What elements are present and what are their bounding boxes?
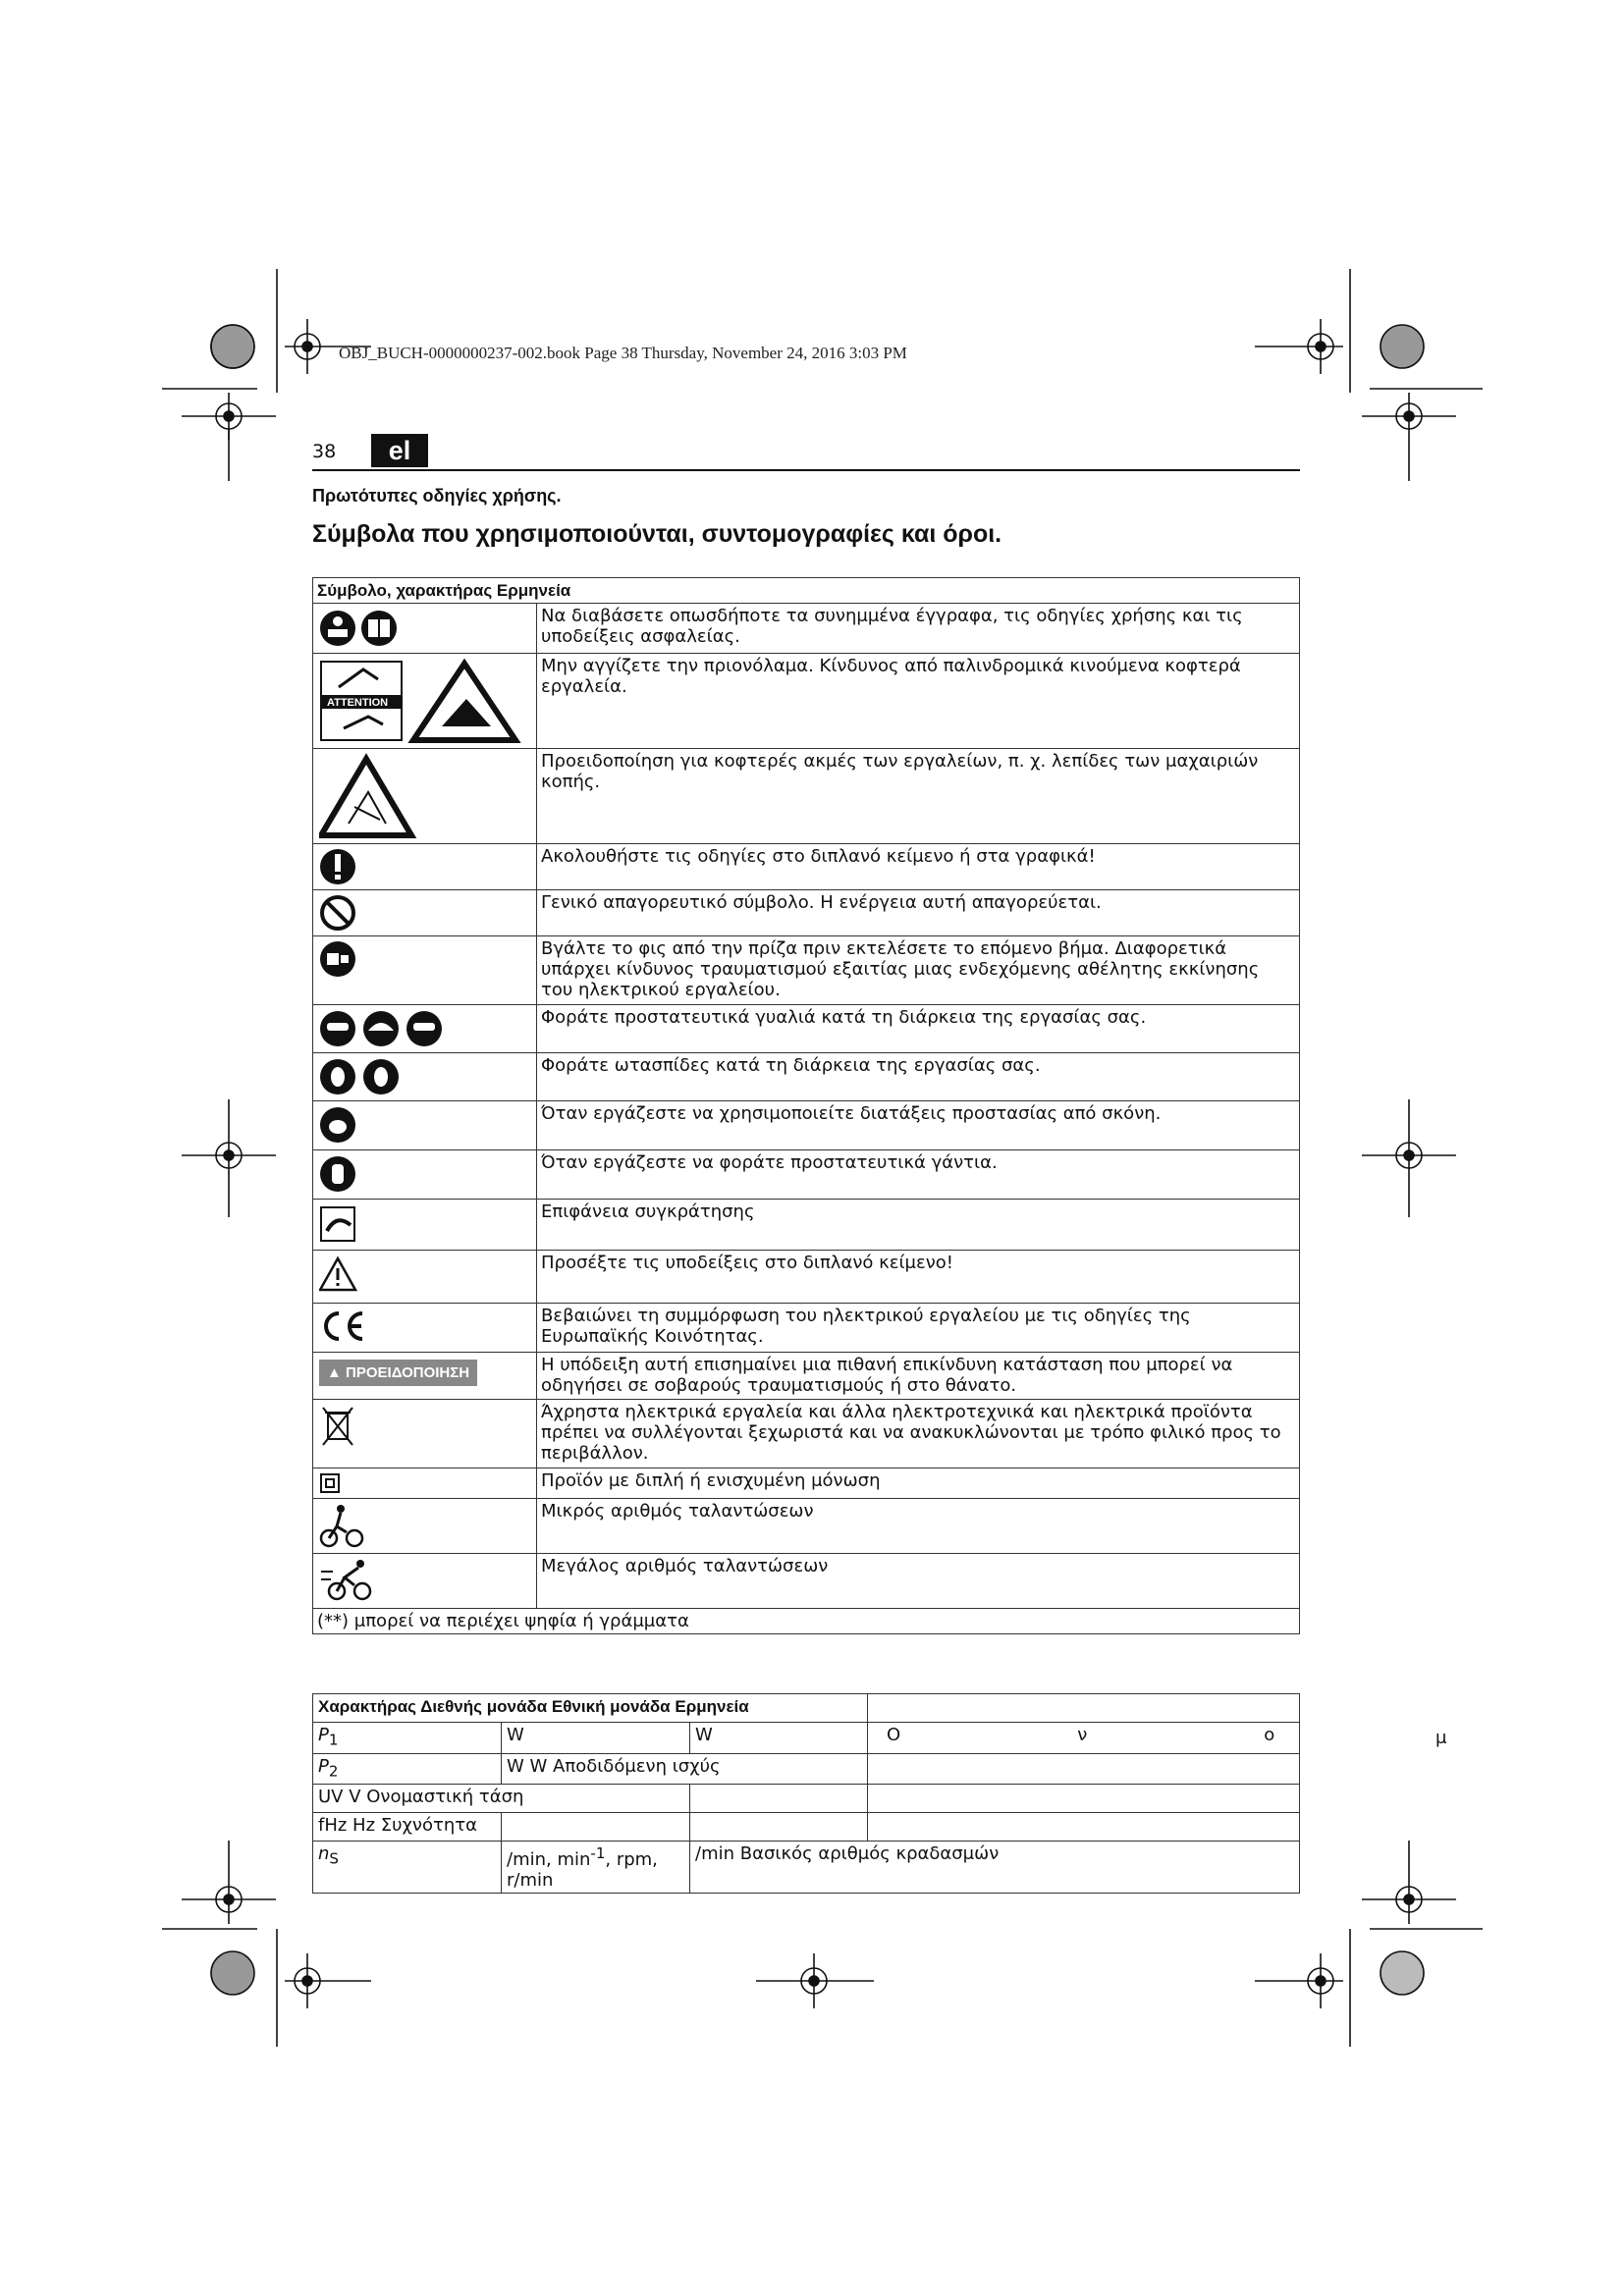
symbol-description: Βεβαιώνει τη συμμόρφωση του ηλεκτρικού εργαλείου με τις οδηγίες της Ευρωπαϊκής Κοινότητας. <box>537 1304 1300 1353</box>
prohibition-icon <box>319 894 358 932</box>
table-row: $n_S$ /min, $\min^{-1}$, rpm, r/min /min Βασικός αριθμός κραδασμών <box>313 1842 1300 1894</box>
read-manual-icon <box>319 608 398 649</box>
ce-mark-icon <box>319 1308 368 1345</box>
symbol-description: Φοράτε προστατευτικά γυαλιά κατά τη διάρκεια της εργασίας σας. <box>537 1005 1300 1053</box>
safety-glasses-icon <box>319 1009 447 1048</box>
exclamation-icon <box>319 848 358 885</box>
table-row <box>313 1554 1300 1609</box>
sharp-edges-warning-icon <box>319 753 417 839</box>
table-row <box>313 1005 1300 1053</box>
symbol-description: Όταν εργάζεστε να φοράτε προστατευτικά γάντια. <box>537 1150 1300 1200</box>
page-number: 38 <box>312 441 337 462</box>
saw-blade-attention-icon <box>319 658 525 744</box>
table-row <box>313 1101 1300 1150</box>
ear-protection-icon <box>319 1057 404 1096</box>
page-subtitle: Πρωτότυπες οδηγίες χρήσης. <box>312 486 562 506</box>
warning-badge-triangle-icon: ▲ <box>327 1364 347 1381</box>
table-row <box>313 1353 1300 1400</box>
table-row: fHz Hz Συχνότητα <box>313 1813 1300 1842</box>
table-row <box>313 1053 1300 1101</box>
unplug-icon <box>319 940 358 978</box>
symbol-description: Η υπόδειξη αυτή επισημαίνει μια πιθανή επικίνδυνη κατάσταση που μπορεί να οδηγήσει σε σοβαρούς τραυματισμούς ή στο θάνατο. <box>537 1353 1300 1400</box>
language-tab: el <box>371 434 428 467</box>
grip-surface-icon <box>319 1203 358 1243</box>
table-row: $P_1$ W W Ο ν ο <box>313 1723 1300 1754</box>
symbols-table <box>312 577 1300 1634</box>
slow-cyclist-icon <box>319 1503 364 1548</box>
table-row <box>313 654 1300 749</box>
print-slug: OBJ_BUCH-0000000237-002.book Page 38 Thursday, November 24, 2016 3:03 PM <box>339 344 907 362</box>
symbol-description: Άχρηστα ηλεκτρικά εργαλεία και άλλα ηλεκτροτεχνικά και ηλεκτρικά προϊόντα πρέπει να συλλέγονται ξεχωριστά και να ανακυκλώνονται με τρόπο φιλικό προς το περιβάλλον. <box>537 1400 1300 1468</box>
symbol-description: Μην αγγίζετε την πριονόλαμα. Κίνδυνος από παλινδρομικά κινούμενα κοφτερά εργαλεία. <box>537 654 1300 749</box>
characters-table-header: Χαρακτήρας Διεθνής μονάδα Εθνική μονάδα Ερμηνεία <box>313 1694 868 1723</box>
table-row <box>313 1609 1300 1634</box>
stray-character: μ <box>1435 1728 1447 1748</box>
table-row <box>313 1150 1300 1200</box>
symbols-footnote: (**) μπορεί να περιέχει ψηφία ή γράμματα <box>313 1609 1300 1634</box>
warning-badge: ▲ ΠΡΟΕΙΔΟΠΟΙΗΣΗ <box>319 1360 477 1386</box>
symbol-description: Να διαβάσετε οπωσδήποτε τα συνημμένα έγγραφα, τις οδηγίες χρήσης και τις υποδείξεις ασφαλείας. <box>537 604 1300 654</box>
table-row: UV V Ονομαστική τάση <box>313 1785 1300 1813</box>
table-row <box>313 1304 1300 1353</box>
table-row <box>313 1499 1300 1554</box>
symbol-description: Βγάλτε το φις από την πρίζα πριν εκτελέσετε το επόμενο βήμα. Διαφορετικά υπάρχει κίνδυνος τραυματισμού εξαιτίας μιας ενδεχόμενης αθέλητης εκκίνησης του ηλεκτρικού εργαλείου. <box>537 936 1300 1005</box>
weee-bin-icon <box>319 1404 358 1451</box>
gloves-icon <box>319 1154 358 1194</box>
symbols-table-header: Σύμβολο, χαρακτήρας Ερμηνεία <box>313 578 1300 604</box>
table-row: $P_2$ W W Αποδιδόμενη ισχύς <box>313 1753 1300 1785</box>
table-row <box>313 890 1300 936</box>
symbol-description: Γενικό απαγορευτικό σύμβολο. Η ενέργεια αυτή απαγορεύεται. <box>537 890 1300 936</box>
symbol-description: Προϊόν με διπλή ή ενισχυμένη μόνωση <box>537 1468 1300 1499</box>
symbol-description: Όταν εργάζεστε να χρησιμοποιείτε διατάξεις προστασίας από σκόνη. <box>537 1101 1300 1150</box>
symbol-description: Φοράτε ωτασπίδες κατά τη διάρκεια της εργασίας σας. <box>537 1053 1300 1101</box>
warning-triangle-icon <box>319 1255 358 1294</box>
header-rule <box>312 469 1300 471</box>
symbol-description: Επιφάνεια συγκράτησης <box>537 1200 1300 1251</box>
symbol-description: Προσέξτε τις υποδείξεις στο διπλανό κείμενο! <box>537 1251 1300 1304</box>
svg-text:ATTENTION: ATTENTION <box>327 697 389 709</box>
table-row <box>313 604 1300 654</box>
fast-cyclist-icon <box>319 1558 374 1603</box>
table-row <box>313 844 1300 890</box>
table-row <box>313 1400 1300 1468</box>
section-heading: Σύμβολα που χρησιμοποιούνται, συντομογραφίες και όροι. <box>312 520 1002 548</box>
double-insulation-icon <box>319 1472 343 1494</box>
table-row <box>313 749 1300 844</box>
characters-table <box>312 1693 1300 1894</box>
table-row <box>313 1251 1300 1304</box>
symbol-description: Ακολουθήστε τις οδηγίες στο διπλανό κείμενο ή στα γραφικά! <box>537 844 1300 890</box>
symbol-description: Μεγάλος αριθμός ταλαντώσεων <box>537 1554 1300 1609</box>
table-row <box>313 936 1300 1005</box>
symbol-description: Προειδοποίηση για κοφτερές ακμές των εργαλείων, π. χ. λεπίδες των μαχαιριών κοπής. <box>537 749 1300 844</box>
symbol-description: Μικρός αριθμός ταλαντώσεων <box>537 1499 1300 1554</box>
table-row <box>313 1468 1300 1499</box>
table-row <box>313 1200 1300 1251</box>
dust-mask-icon <box>319 1105 358 1145</box>
